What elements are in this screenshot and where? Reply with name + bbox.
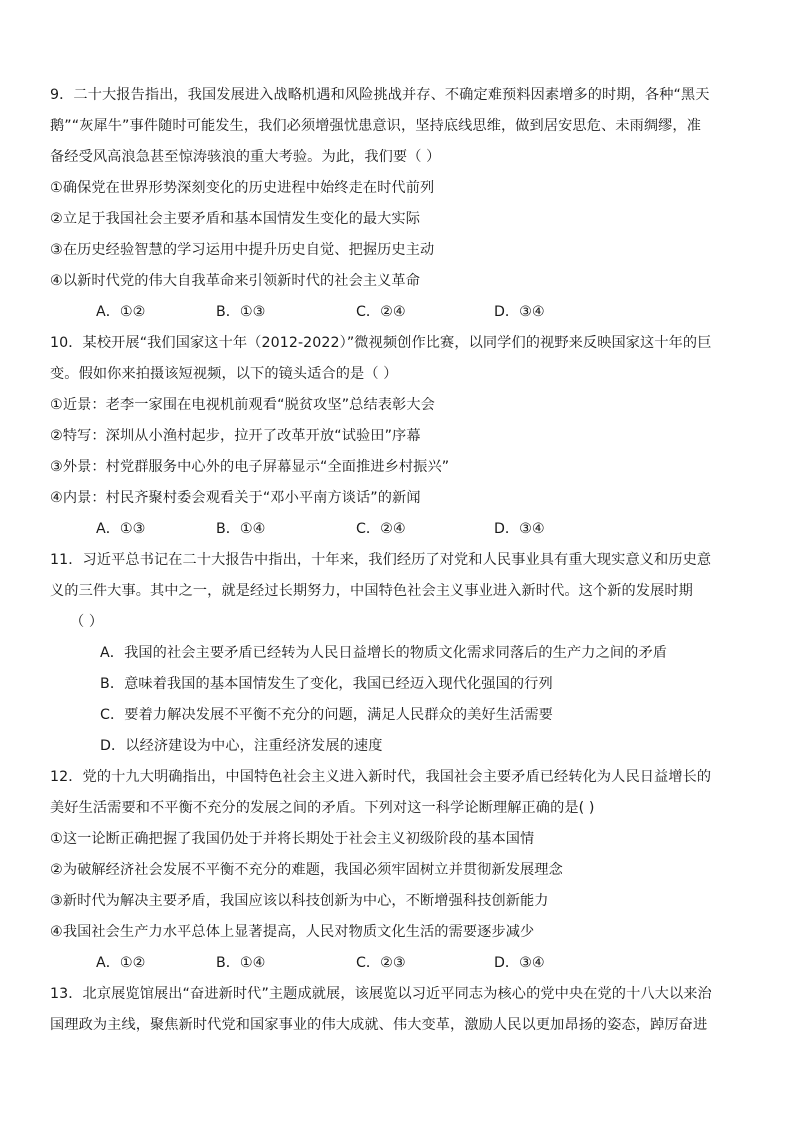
q10-option-b: B．①④ bbox=[216, 521, 266, 537]
q11-choice-b: B．意味着我国的基本国情发生了变化，我国已经迈入现代化强国的行列 bbox=[100, 676, 553, 692]
q9-option-c: C．②④ bbox=[356, 304, 406, 320]
q10-option-a: A．①③ bbox=[96, 521, 146, 537]
q11-stem-line-3: （ ） bbox=[70, 614, 104, 630]
q11-stem-line-2: 义的三件大事。其中之一，就是经过长期努力，中国特色社会主义事业进入新时代。这个新的发展时期 bbox=[50, 583, 693, 599]
q10-stem-line-2: 变。假如你来拍摄该短视频，以下的镜头适合的是（ ） bbox=[50, 366, 398, 382]
q10-item-4: ④内景：村民齐聚村委会观看关于“邓小平南方谈话”的新闻 bbox=[50, 490, 421, 506]
q10-option-d: D．③④ bbox=[494, 521, 545, 537]
q11-choice-a: A．我国的社会主要矛盾已经转为人民日益增长的物质文化需求同落后的生产力之间的矛盾 bbox=[100, 645, 668, 661]
q12-option-c: C．②③ bbox=[356, 955, 406, 971]
q12-item-1: ①这一论断正确把握了我国仍处于并将长期处于社会主义初级阶段的基本国情 bbox=[50, 831, 535, 847]
q12-option-b: B．①④ bbox=[216, 955, 266, 971]
q9-stem-line-2: 鹅”“灰犀牛”事件随时可能发生，我们必须增强忧患意识，坚持底线思维，做到居安思危、未雨绸缪，准 bbox=[50, 118, 702, 134]
q9-item-4: ④以新时代党的伟大自我革命来引领新时代的社会主义革命 bbox=[50, 273, 421, 289]
q11-stem-line-1: 11．习近平总书记在二十大报告中指出，十年来，我们经历了对党和人民事业具有重大现实意义和历史意 bbox=[50, 552, 712, 568]
q9-option-b: B．①③ bbox=[216, 304, 266, 320]
q12-item-4: ④我国社会生产力水平总体上显著提高，人民对物质文化生活的需要逐步减少 bbox=[50, 924, 535, 940]
q9-item-2: ②立足于我国社会主要矛盾和基本国情发生变化的最大实际 bbox=[50, 211, 421, 227]
q12-option-d: D．③④ bbox=[494, 955, 545, 971]
q12-stem-line-2: 美好生活需要和不平衡不充分的发展之间的矛盾。下列对这一科学论断理解正确的是( ) bbox=[50, 800, 595, 816]
q13-stem-line-2: 国理政为主线，聚焦新时代党和国家事业的伟大成就、伟大变革，激励人民以更加昂扬的姿态，踔厉奋进 bbox=[50, 1017, 708, 1033]
q9-option-d: D．③④ bbox=[494, 304, 545, 320]
q12-item-3: ③新时代为解决主要矛盾，我国应该以科技创新为中心，不断增强科技创新能力 bbox=[50, 893, 549, 909]
q13-stem-line-1: 13．北京展览馆展出“奋进新时代”主题成就展，该展览以习近平同志为核心的党中央在党的十八大以来治 bbox=[50, 986, 712, 1002]
q12-option-a: A．①② bbox=[96, 955, 146, 971]
q9-item-1: ①确保党在世界形势深刻变化的历史进程中始终走在时代前列 bbox=[50, 180, 435, 196]
q9-stem-line-1: 9．二十大报告指出，我国发展进入战略机遇和风险挑战并存、不确定难预料因素增多的时期，各种“黑天 bbox=[50, 87, 710, 103]
q10-item-1: ①近景：老李一家围在电视机前观看“脱贫攻坚”总结表彰大会 bbox=[50, 397, 435, 413]
q9-option-a: A．①② bbox=[96, 304, 146, 320]
q12-stem-line-1: 12．党的十九大明确指出，中国特色社会主义进入新时代，我国社会主要矛盾已经转化为人民日益增长的 bbox=[50, 769, 712, 785]
q11-choice-d: D．以经济建设为中心，注重经济发展的速度 bbox=[100, 738, 383, 754]
q10-item-3: ③外景：村党群服务中心外的电子屏幕显示“全面推进乡村振兴” bbox=[50, 459, 450, 475]
q9-stem-line-3: 备经受风高浪急甚至惊涛骇浪的重大考验。为此，我们要（ ） bbox=[50, 149, 441, 165]
q12-item-2: ②为破解经济社会发展不平衡不充分的难题，我国必须牢固树立并贯彻新发展理念 bbox=[50, 862, 563, 878]
q10-stem-line-1: 10．某校开展“我们国家这十年（2012-2022）”微视频创作比赛，以同学们的视野来反映国家这十年的巨 bbox=[50, 335, 712, 351]
q10-option-c: C．②④ bbox=[356, 521, 406, 537]
q9-item-3: ③在历史经验智慧的学习运用中提升历史自觉、把握历史主动 bbox=[50, 242, 435, 258]
q10-item-2: ②特写：深圳从小渔村起步，拉开了改革开放“试验田”序幕 bbox=[50, 428, 421, 444]
q11-choice-c: C．要着力解决发展不平衡不充分的问题，满足人民群众的美好生活需要 bbox=[100, 707, 553, 723]
